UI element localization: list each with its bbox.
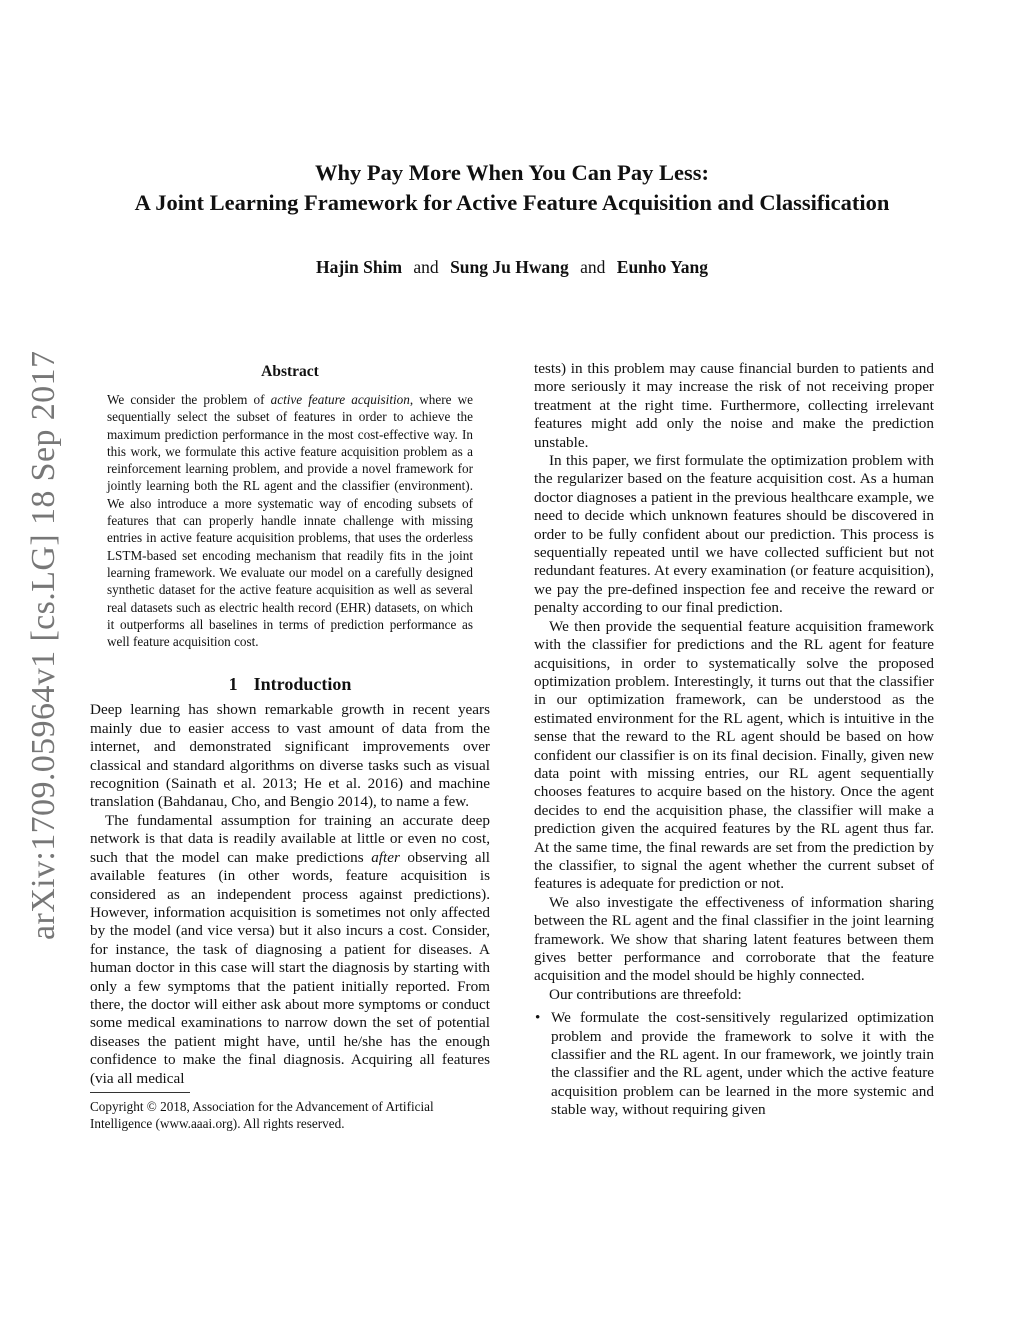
left-column xyxy=(90,360,490,1132)
intro-paragraph-4: We then provide the sequential feature acquisition framework with the classifier for predictions and the RL agent for feature acquisitions, in order to systematically solve the proposed optimization problem. Interestingly, it turns out that the classifier in our optimization framework, can be understood as the estimated environment for the RL agent, which is intuitive in the sense that the reward to the RL agent should be based on how confident our classifier is on its final decision. Finally, given new data point with missing entries, our RL agent sequentially chooses features to acquire based on the history. Once the agent decides to end the acquisition phase, the classifier will make a prediction given the acquired features by the RL agent thus far. At the same time, the final rewards are set from the prediction by the classifier, to signal the agent whether the current subset of features is adequate for prediction or not. xyxy=(534,617,934,893)
author-list xyxy=(60,257,964,278)
intro-paragraph-2: The fundamental assumption for training an accurate deep network is that data is readily available at little or even no cost, such that the model can make predictions after observing all available features (in other words, feature acquisition is considered as an independent process against predictions). However, information acquisition is sometimes not only affected by the model (and vice versa) but it also incurs a cost. Consider, for instance, the task of diagnosing a patient for diseases. A human doctor in this case will start the diagnosis by starting with only a few symptoms that the patient initially reported. From there, the doctor will either ask about more symptoms or conduct some medical examinations to narrow down the set of potential diseases the patient might have, until he/she has the enough confidence to make the final diagnosis. Acquiring all features (via all medical xyxy=(90,811,491,1087)
section-number: 1 xyxy=(228,674,238,695)
intro-paragraph-6: Our contributions are threefold: xyxy=(549,985,742,1003)
paper-title xyxy=(60,158,964,218)
contribution-text: We formulate the cost-sensitively regularized optimization problem and provide the framework to solve it with the classifier and the RL agent. In our framework, we jointly train the classifier and the RL agent, under which the active feature acquisition problem can be learned in the more systemic and stable way, without requiring given xyxy=(551,1009,934,1119)
author-name: Hajin Shim xyxy=(315,257,403,277)
intro-paragraph-1: Deep learning has shown remarkable growth in recent years mainly due to easier access to vast amount of data from the internet, and demonstrated significant improvements over classical and standard algorithms on diverse tasks such as visual recognition (Sainath et al. 2013; He et al. 2016) and machine translation (Bahdanau, Cho, and Bengio 2014), to name a few. xyxy=(90,701,490,811)
intro-paragraph-continued: tests) in this problem may cause financial burden to patients and more seriously it may increase the risk of not receiving proper treatment at the right time. Furthermore, collecting irrelevant features might add only the noise and make the prediction unstable. xyxy=(534,360,934,451)
contribution-list-item xyxy=(534,1009,934,1119)
author-separator: and xyxy=(580,257,606,277)
author-name: Eunho Yang xyxy=(616,257,709,277)
bullet-icon: • xyxy=(535,1009,541,1027)
intro-paragraph-3: In this paper, we first formulate the optimization problem with the regularizer based on the feature acquisition cost. As a human doctor diagnoses a patient in the previous healthcare example, we need to decide which unknown features should be discovered in order to be fully confident about our prediction. This process is sequentially repeated until we have collected sufficient but not redundant features. At every examination (or feature acquisition), we pay the pre-defined inspection fee and receive the reward or penalty according to our final prediction. xyxy=(534,452,934,617)
introduction-heading xyxy=(90,674,490,695)
author-separator: and xyxy=(413,257,439,277)
footnote-divider xyxy=(90,1092,190,1093)
right-column xyxy=(534,360,934,1120)
section-title: Introduction xyxy=(253,674,352,695)
abstract-text: We consider the problem of active feature acquisition, where we sequentially select the subset of features in order to achieve the maximum prediction performance in the most cost-effective way. In this work, we formulate this active feature acquisition problem as a reinforcement learning problem, and provide a novel framework for jointly learning both the RL agent and the classifier (environment). We also introduce a more systematic way of encoding subsets of features that can properly handle innate challenge with missing entries in active feature acquisition problems, that uses the orderless LSTM-based set encoding mechanism that readily fits in the joint learning framework. We evaluate our model on a carefully designed synthetic dataset for the active feature acquisition as well as several real datasets such as electric health record (EHR) datasets, on which it outperforms all baselines in terms of prediction performance as well feature acquisition cost. xyxy=(107,392,473,650)
title-line-1: Why Pay More When You Can Pay Less: xyxy=(315,160,709,185)
abstract-heading: Abstract xyxy=(261,363,319,380)
intro-paragraph-5: We also investigate the effectiveness of information sharing between the RL agent and the final classifier in the joint learning framework. We show that sharing latent features between them gives better performance and corroborate that the feature acquisition and the model should be highly connected. xyxy=(534,893,934,985)
abstract-section xyxy=(90,363,490,650)
title-line-2: A Joint Learning Framework for Active Feature Acquisition and Classification xyxy=(134,190,890,215)
intro-emphasis: after xyxy=(371,848,400,866)
author-name: Sung Ju Hwang xyxy=(450,257,569,277)
copyright-footnote: Copyright © 2018, Association for the Advancement of Artificial Intelligence (www.aaai.org). All rights reserved. xyxy=(90,1098,434,1131)
abstract-emphasis: active feature acquisition xyxy=(270,392,410,407)
arxiv-side-stamp: arXiv:1709.05964v1 [cs.LG] 18 Sep 2017 xyxy=(25,350,62,940)
